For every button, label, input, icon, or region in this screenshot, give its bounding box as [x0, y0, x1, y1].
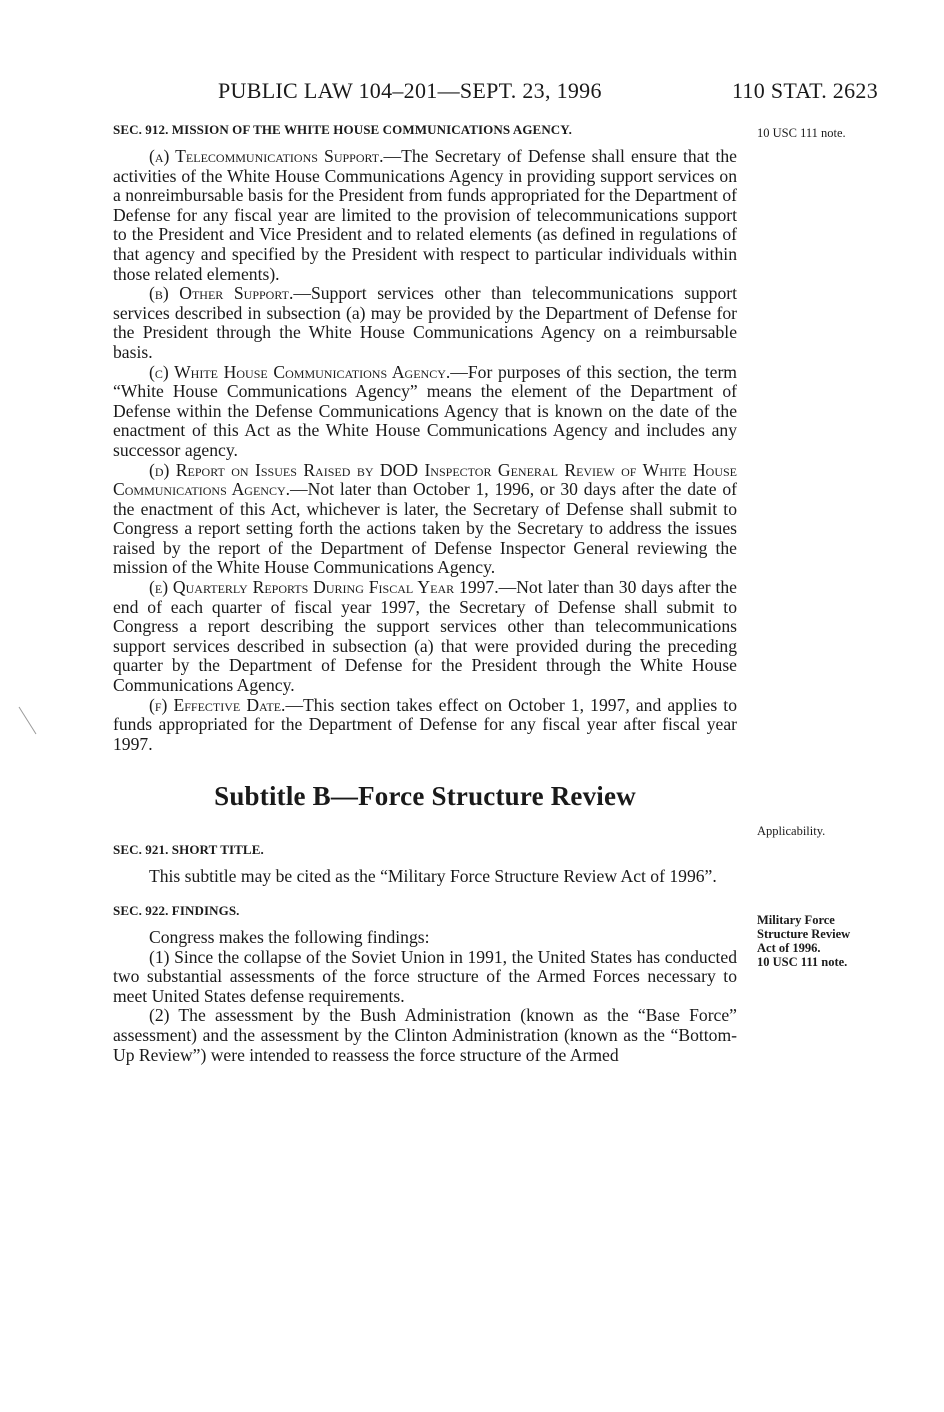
running-head-title: PUBLIC LAW 104–201—SEPT. 23, 1996	[218, 78, 602, 103]
section-912-subsection-e	[113, 578, 737, 696]
subsection-e-text: —Not later than 30 days after the end of each quarter of fiscal year 1997, the Secretary of Defense shall submit to Congress a report describing the support services other than telecommunications support services described in subsection (a) that were provided during the preceding quarter by the Department of Defense for the President through the White House Communications Agency.	[113, 577, 737, 696]
section-922-finding-1: (1) Since the collapse of the Soviet Union in 1991, the United States has conducted two substantial assessments of the force structure of the Armed Forces necessary to meet United States defense requirements.	[113, 946, 737, 1006]
spacer	[113, 887, 737, 901]
section-912-heading: SEC. 912. MISSION OF THE WHITE HOUSE COMMUNICATIONS AGENCY.	[113, 122, 572, 137]
subsection-b-heading: (b) Other Support.	[149, 283, 294, 304]
margin-note-line: 10 USC 111 note.	[757, 955, 848, 969]
section-912-subsection-d	[113, 461, 737, 579]
section-922-heading: SEC. 922. FINDINGS.	[113, 903, 240, 918]
subsection-f-text: —This section takes effect on October 1, 1997, and applies to funds appropriated for the Department of Defense for any fiscal year after fiscal year 1997.	[113, 694, 737, 754]
scan-artifact-mark	[18, 706, 38, 736]
subsection-a-text: —The Secretary of Defense shall ensure that the activities of the White House Communications Agency in providing support services on a nonreimbursable basis for the President from funds appropriated for the Department of Defense for any fiscal year are limited to the provision of telecommunications support to the President and Vice President and to related elements (as defined in regulations of that agency and specified by the President with respect to particular individuals within those related elements).	[113, 146, 737, 284]
section-922-intro: Congress makes the following findings:	[149, 927, 430, 947]
subsection-d-text: —Not later than October 1, 1996, or 30 days after the date of the enactment of this Act, whichever is later, the Secretary of Defense shall submit to Congress a report setting forth the actions taken by the Secretary to address the issues raised by the report of the Department of Defense Inspector General reviewing the mission of the White House Communications Agency.	[113, 479, 737, 578]
running-head	[118, 78, 878, 108]
section-912-subsection-b	[113, 284, 737, 362]
section-921-heading: SEC. 921. SHORT TITLE.	[113, 842, 264, 858]
subsection-a-heading: (a) Telecommunications Support.	[149, 146, 384, 166]
subsection-d-heading: (d) Report on Issues Raised by DOD Inspector General Review of White House Communications Agency.	[113, 459, 737, 500]
margin-note-usc-912: 10 USC 111 note.	[757, 126, 846, 140]
subsection-b-text: —Support services other than telecommunications support services described in subsection (a) may be provided by the Department of Defense for the President through the White House Communications Agency on a reimbursable basis.	[113, 283, 737, 362]
subsection-e-heading: (e) Quarterly Reports During Fiscal Year 1997.	[149, 577, 499, 598]
section-921-text: This subtitle may be cited as the “Military Force Structure Review Act of 1996”.	[149, 866, 717, 887]
subtitle-b-heading: Subtitle B—Force Structure Review	[214, 781, 636, 812]
subsection-c-text: —For purposes of this section, the term “White House Communications Agency” means the element of the Department of Defense within the Defense Communications Agency that is known on the date of the enactment of this Act as the White House Communications Agency and includes any successor agency.	[113, 361, 737, 460]
section-912-subsection-c	[113, 363, 737, 461]
running-head-page-number: 110 STAT. 2623	[731, 78, 878, 103]
margin-note-force-structure	[757, 913, 887, 969]
section-922-finding-2: (2) The assessment by the Bush Administration (known as the “Base Force” assessment) and the assessment by the Clinton Administration (known as the “Bottom-Up Review”) were intended to reassess the force structure of the Armed	[113, 1005, 737, 1065]
subsection-c-heading: (c) White House Communications Agency.	[149, 361, 451, 382]
subsection-f-heading: (f) Effective Date.	[149, 694, 286, 715]
main-text-column	[113, 120, 737, 1065]
margin-note-applicability: Applicability.	[757, 824, 826, 838]
section-912-subsection-a	[113, 147, 737, 284]
margin-note-line: Military Force	[757, 913, 835, 927]
section-912-subsection-f	[113, 696, 737, 755]
margin-note-line: Act of 1996.	[757, 941, 821, 955]
margin-note-line: Structure Review	[757, 927, 851, 941]
